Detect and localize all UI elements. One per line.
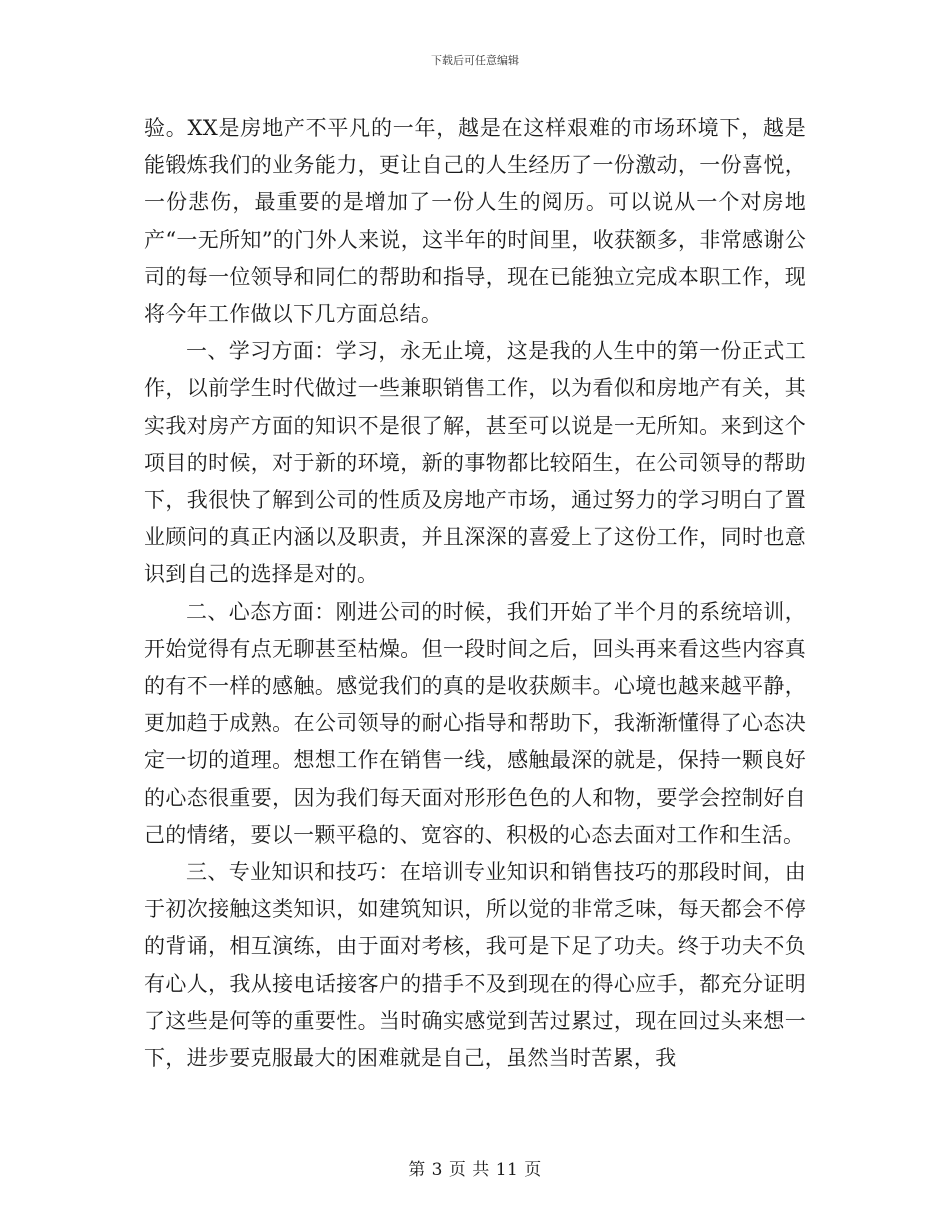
paragraph-skills: 三、专业知识和技巧：在培训专业知识和销售技巧的那段时间，由于初次接触这类知识，如建筑知识，所以觉的非常乏味，每天都会不停的背诵，相互演练，由于面对考核，我可是下足了功夫。终于功夫不负有心人，我从接电话接客户的措手不及到现在的得心应手，都充分证明了这些是何等的重要性。当时确实感觉到苦过累过，现在回过头来想一下，进步要克服最大的困难就是自己，虽然当时苦累，我 [144, 860, 806, 1071]
page-header: 下载后可任意编辑 [431, 54, 519, 67]
paragraph-intro: 验。XX是房地产不平凡的一年，越是在这样艰难的市场环境下，越是能锻炼我们的业务能力，更让自己的人生经历了一份激动，一份喜悦，一份悲伤，最重要的是增加了一份人生的阅历。可以说从一个对房地产“一无所知”的门外人来说，这半年的时间里，收获额多，非常感谢公司的每一位领导和同仁的帮助和指导，现在已能独立完成本职工作，现将今年工作做以下几方面总结。 [144, 116, 806, 327]
document-body [144, 110, 806, 1077]
page-footer: 第 3 页 共 11 页 [408, 1160, 542, 1180]
paragraph-mindset: 二、心态方面：刚进公司的时候，我们开始了半个月的系统培训，开始觉得有点无聊甚至枯燥。但一段时间之后，回头再来看这些内容真的有不一样的感触。感觉我们的真的是收获颇丰。心境也越来越平静，更加趋于成熟。在公司领导的耐心指导和帮助下，我渐渐懂得了心态决定一切的道理。想想工作在销售一线，感触最深的就是，保持一颗良好的心态很重要，因为我们每天面对形形色色的人和物，要学会控制好自己的情绪，要以一颗平稳的、宽容的、积极的心态去面对工作和生活。 [144, 599, 806, 847]
paragraph-study: 一、学习方面：学习，永无止境，这是我的人生中的第一份正式工作，以前学生时代做过一些兼职销售工作，以为看似和房地产有关，其实我对房产方面的知识不是很了解，甚至可以说是一无所知。来到这个项目的时候，对于新的环境，新的事物都比较陌生，在公司领导的帮助下，我很快了解到公司的性质及房地产市场，通过努力的学习明白了置业顾问的真正内涵以及职责，并且深深的喜爱上了这份工作，同时也意识到自己的选择是对的。 [144, 339, 806, 587]
